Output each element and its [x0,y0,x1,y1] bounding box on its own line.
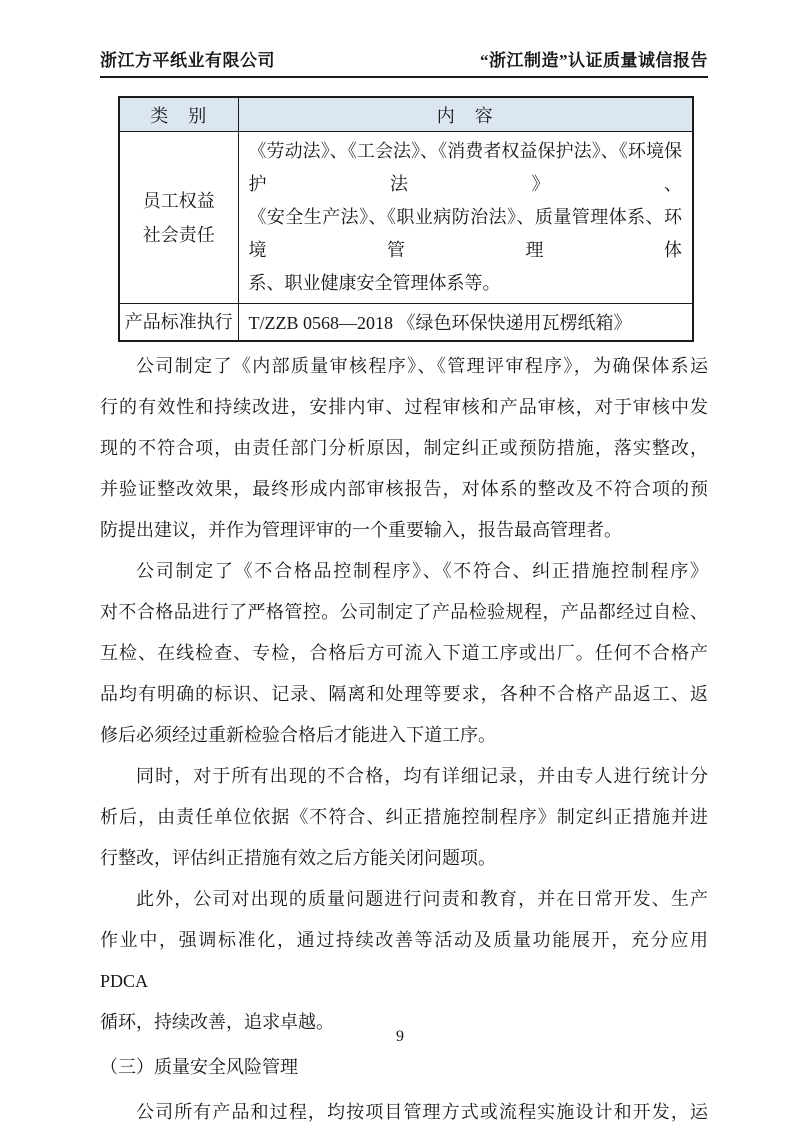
paragraph-line: 此外，公司对出现的质量问题进行问责和教育，并在日常开发、生产 [136,889,708,909]
category-line: 社会责任 [142,224,215,245]
paragraph-line: 公司制定了《内部质量审核程序》、《管理评审程序》，为确保体系运 [136,356,708,376]
paragraph-line: 修后必须经过重新检验合格后才能进入下道工序。 [100,725,496,745]
paragraph-line: 互检、在线检查、专检，合格后方可流入下道工序或出厂。任何不合格产 [100,643,708,663]
content-cell [238,132,693,304]
content-cell: T/ZZB 0568—2018 《绿色环保快递用瓦楞纸箱》 [238,304,693,342]
paragraph-line: 品均有明确的标识、记录、隔离和处理等要求，各种不合格产品返工、返 [100,684,708,704]
paragraph-line: 循环，持续改善，追求卓越。 [100,1012,334,1032]
category-cell: 产品标准执行 [119,304,238,342]
paragraph-design-development [100,1092,708,1131]
body-text [100,346,708,1131]
paragraph-nonconforming-control [100,551,708,756]
table-header-row [119,97,693,132]
paragraph-line: 作业中，强调标准化，通过持续改善等活动及质量功能展开，充分应用 PDCA [100,930,708,991]
category-cell [119,132,238,304]
table-row-product-standard [119,304,693,342]
company-name: 浙江方平纸业有限公司 [100,51,275,70]
paragraph-line: 现的不符合项，由责任部门分析原因，制定纠正或预防措施，落实整改， [100,438,708,458]
section-heading-risk-management: （三）质量安全风险管理 [100,1057,298,1077]
paragraph-line: 公司制定了《不合格品控制程序》、《不符合、纠正措施控制程序》 [136,561,708,581]
category-line: 员工权益 [142,190,215,211]
paragraph-line: 析后，由责任单位依据《不符合、纠正措施控制程序》制定纠正措施并进 [100,807,708,827]
content-line: 《劳动法》、《工会法》、《消费者权益保护法》、《环境保护法》、 [248,141,682,194]
table-row-employee-rights [119,132,693,304]
paragraph-line: 并验证整改效果，最终形成内部审核报告，对体系的整改及不符合项的预 [100,479,708,499]
paragraph-line: 行的有效性和持续改进，安排内审、过程审核和产品审核，对于审核中发 [100,397,708,417]
paragraph-line: 防提出建议，并作为管理评审的一个重要输入，报告最高管理者。 [100,520,622,540]
running-header [100,46,708,78]
paragraph-line: 行整改，评估纠正措施有效之后方能关闭问题项。 [100,848,496,868]
content-line: 《安全生产法》、《职业病防治法》、质量管理体系、环境管理体 [248,207,682,260]
content-line: 系、职业健康安全管理体系等。 [248,273,501,293]
paragraph-pdca [100,879,708,1043]
page-number: 9 [396,1028,404,1045]
paragraph-internal-audit [100,346,708,551]
report-title: “浙江制造”认证质量诚信报告 [480,51,708,70]
info-table [118,96,694,342]
paragraph-line: 同时，对于所有出现的不合格，均有详细记录，并由专人进行统计分 [136,766,708,786]
column-header-content: 内 容 [238,97,693,132]
column-header-category: 类 别 [119,97,238,132]
paragraph-corrective-measures [100,756,708,879]
paragraph-line: 对不合格品进行了严格管控。公司制定了产品检验规程，产品都经过自检、 [100,602,708,622]
paragraph-line: 公司所有产品和过程，均按项目管理方式或流程实施设计和开发，运 [136,1102,708,1122]
